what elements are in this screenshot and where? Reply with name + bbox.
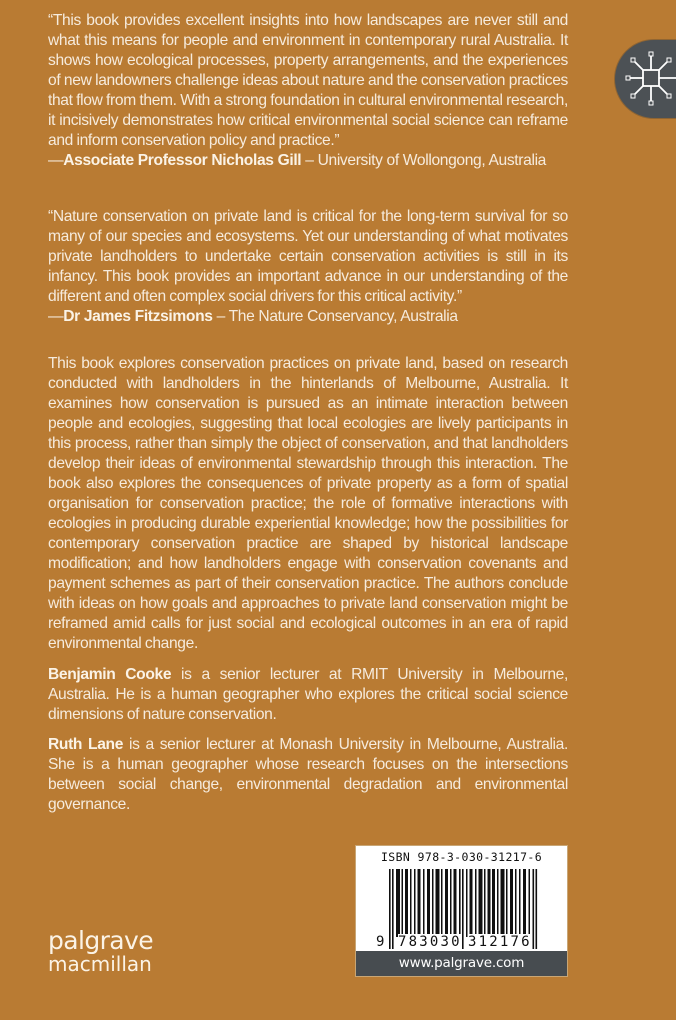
author-bio: is a senior lecturer at RMIT University in Melbourne, Australia. He is a human geographer who explores the critical social science dimensions of nature conservation.	[48, 666, 568, 723]
endorsement-affiliation: – University of Wollongong, Australia	[301, 152, 547, 169]
endorsement-quote: “This book provides excellent insights into how landscapes are never still and what this means for people and environment in contemporary rural Australia. It shows how ecological processes, property arrangements, and the experiences of new landowners challenge ideas about nature and the conservation practices that flow from them. With a strong foundation in cultural environmental research, it incisively demonstrates how critical environmental social science can reframe and inform conservation policy and practice.”	[48, 12, 568, 149]
publisher-logo-line1: palgrave	[48, 926, 153, 955]
endorsement-quote: “Nature conservation on private land is critical for the long-term survival for so many of our species and ecosystems. Yet our understanding of what motivates private landholders to undertake certain conservation activities is still in its infancy. This book provides an important advance in our understanding of the different and often complex social drivers for this critical activity.”	[48, 208, 568, 305]
barcode-digits-left: 783030	[398, 934, 462, 950]
endorsement-author: Dr James Fitzsimons	[63, 308, 213, 325]
barcode-digit-lead: 9	[376, 934, 387, 950]
author-bio-1	[48, 665, 568, 725]
author-bio-2	[48, 735, 568, 815]
attribution-dash: —	[48, 152, 64, 169]
network-chip-icon	[625, 50, 676, 108]
isbn-barcode	[355, 845, 568, 977]
endorsement-attribution	[48, 307, 568, 327]
attribution-dash: —	[48, 308, 64, 325]
author-bio-text	[48, 735, 568, 815]
author-bio: is a senior lecturer at Monash University in Melbourne, Australia. She is a human geographer whose research focuses on the intersections between social change, environmental degradation and environmental governance.	[48, 736, 568, 813]
publisher-logo	[48, 928, 153, 974]
endorsement-attribution	[48, 151, 568, 171]
author-name: Benjamin Cooke	[48, 666, 172, 683]
endorsement-affiliation: – The Nature Conservancy, Australia	[212, 308, 458, 325]
springer-badge	[615, 40, 676, 118]
book-description	[48, 354, 568, 654]
isbn-label: ISBN 978-3-030-31217-6	[380, 850, 543, 864]
endorsement-2	[48, 207, 568, 327]
author-bio-text	[48, 665, 568, 725]
barcode-digits-right: 312176	[468, 934, 532, 950]
publisher-logo-line2: macmillan	[48, 952, 152, 976]
author-name: Ruth Lane	[48, 736, 124, 753]
publisher-url: www.palgrave.com	[356, 951, 567, 976]
endorsement-author: Associate Professor Nicholas Gill	[63, 152, 302, 169]
endorsement-1	[48, 11, 568, 171]
description-text: This book explores conservation practices on private land, based on research conducted with landholders in the hinterlands of Melbourne, Australia. It examines how conservation is pursued as an intimate interaction between people and ecologies, suggesting that local ecologies are lively participants in this process, rather than simply the object of conservation, and that landholders develop their ideas of environmental stewardship through this interaction. The book also explores the consequences of private property as a form of spatial organisation for conservation practice; the role of formative interactions with ecologies in producing durable experiential knowledge; how the possibilities for contemporary conservation practice are shaped by historical landscape modification; and how landholders engage with conservation covenants and payment schemes as part of their conservation practice. The authors conclude with ideas on how goals and approaches to private land conservation might be reframed amid calls for just social and ecological outcomes in an era of rapid environmental change.	[48, 355, 568, 652]
